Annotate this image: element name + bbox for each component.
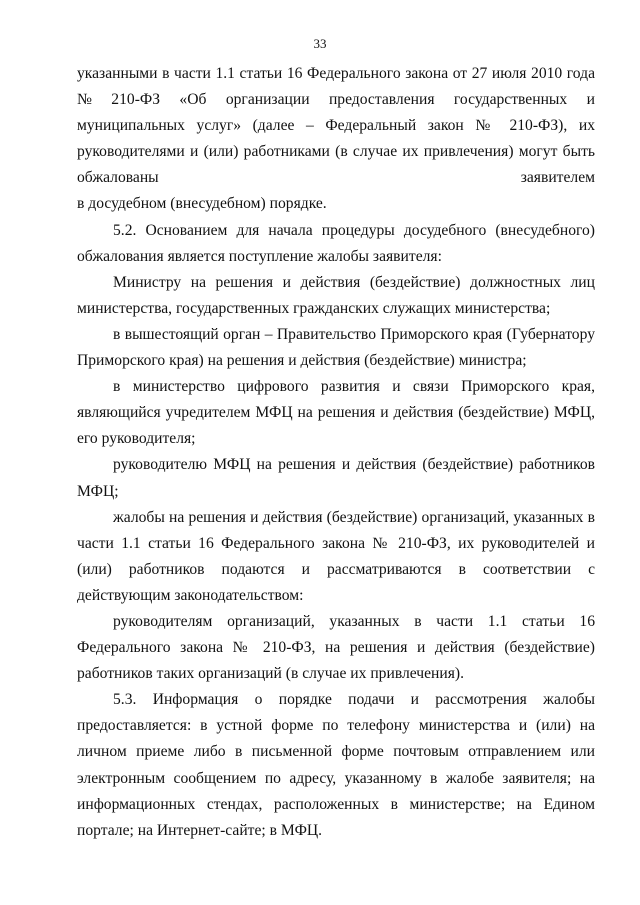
word: «Об — [179, 91, 207, 109]
paragraph-digital-ministry: в министерство цифрового развития и связи Приморского края, являющийся учредителем МФЦ на решения и действия (бездействие) МФЦ, его руководителя; — [77, 378, 595, 448]
text-line — [77, 87, 595, 113]
word: заявителем — [520, 169, 595, 187]
text-line — [77, 165, 595, 191]
paragraph-5-2: 5.2. Основанием для начала процедуры досудебного (внесудебного) обжалования является поступление жалобы заявителя: — [77, 221, 595, 265]
paragraph-organizations: жалобы на решения и действия (бездействие) организаций, указанных в части 1.1 статьи 16 Федерального закона № 210-ФЗ, их руководителей и (или) работников подаются и рассматриваются в соответствии с действующим законодательством: — [77, 508, 595, 604]
paragraph-minister: Министру на решения и действия (бездействие) должностных лиц министерства, государственных гражданских служащих министерства; — [77, 273, 595, 317]
word: государственных — [453, 91, 568, 109]
text-line: руководителями и (или) работниками (в случае их привлечения) могут быть — [77, 143, 595, 161]
word: предоставления — [328, 91, 435, 109]
page-body — [77, 61, 595, 844]
paragraph-mfc-head: руководителю МФЦ на решения и действия (бездействие) работников МФЦ; — [77, 456, 595, 500]
text-line: муниципальных услуг» (далее – Федеральный закон № 210-ФЗ), их — [77, 117, 595, 135]
paragraph-continuation — [77, 61, 595, 218]
paragraph-5-3: 5.3. Информация о порядке подачи и рассмотрения жалобы предоставляется: в устной форме по телефону министерства и (или) на личном приеме либо в письменной форме почтовым отправлением или электронным сообщением по адресу, указанному в жалобе заявителя; на информационных стендах, расположенных в министерстве; на Едином портале; на Интернет-сайте; в МФЦ. — [77, 691, 595, 839]
page-number: 33 — [313, 36, 327, 51]
text-line: указанными в части 1.1 статьи 16 Федерального закона от 27 июля 2010 года — [77, 65, 595, 82]
word: организации — [225, 91, 310, 109]
text-line: в досудебном (внесудебном) порядке. — [77, 195, 327, 213]
word: № — [77, 91, 92, 109]
word: и — [586, 91, 595, 109]
paragraph-organization-heads: руководителям организаций, указанных в части 1.1 статьи 16 Федерального закона № 210-ФЗ, на решения и действия (бездействие) работников таких организаций (в случае их привлечения). — [77, 612, 595, 683]
paragraph-higher-authority: в вышестоящий орган – Правительство Приморского края (Губернатору Приморского края) на решения и действия (бездействие) министра; — [77, 325, 595, 370]
word: 210-ФЗ — [111, 91, 161, 109]
word: обжалованы — [77, 169, 159, 187]
